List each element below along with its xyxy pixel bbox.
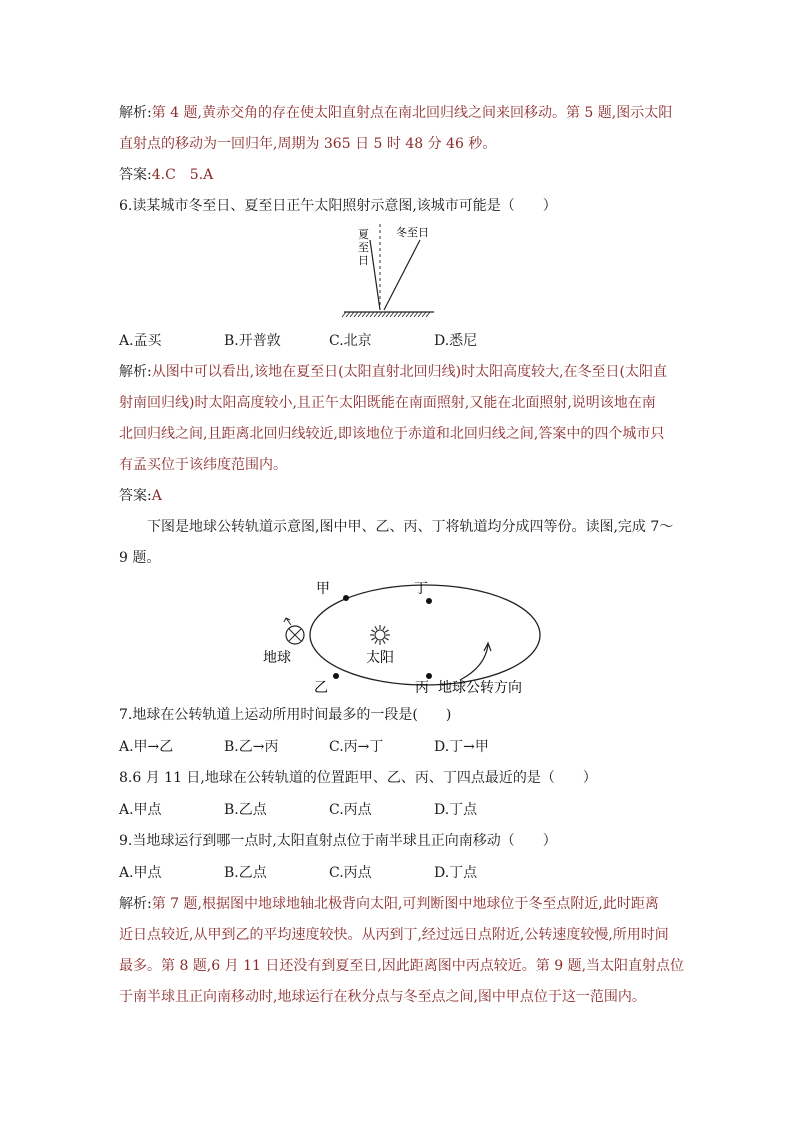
sun-label: 太阳 xyxy=(366,650,394,666)
explanation-4-5-line2: 直射点的移动为一回归年,周期为 365 日 5 时 48 分 46 秒。 xyxy=(119,136,497,152)
sun-icon xyxy=(370,625,390,645)
q7-9-explanation-line1: 解析:第 7 题,根据图中地球地轴北极背向太阳,可判断图中地球位于冬至点附近,此时距离 xyxy=(119,896,659,912)
intro-line1: 下图是地球公转轨道示意图,图中甲、乙、丙、丁将轨道均分成四等份。读图,完成 7～ xyxy=(147,519,674,535)
q8-option-c: C.丙点 xyxy=(329,802,372,818)
label-jia: 甲 xyxy=(316,581,330,597)
earth-icon xyxy=(284,618,304,644)
q8-option-a: A.甲点 xyxy=(119,802,162,818)
q6-explanation-line3: 北回归线之间,且距离北回归线较近,即该地位于赤道和北回归线之间,答案中的四个城市只 xyxy=(119,426,665,442)
question-7-stem: 7.地球在公转轨道上运动所用时间最多的一段是( ) xyxy=(119,707,452,723)
q9-option-b: B.乙点 xyxy=(224,865,267,881)
point-bing-dot xyxy=(426,673,432,679)
question-8-stem: 8.6 月 11 日,地球在公转轨道的位置距甲、乙、丙、丁四点最近的是（ ） xyxy=(119,770,597,786)
q6-option-a: A.孟买 xyxy=(119,333,162,349)
q7-option-b: B.乙→丙 xyxy=(224,739,279,755)
answer-text: 4.C 5.A xyxy=(151,167,214,183)
winter-label: 冬至日 xyxy=(396,226,429,239)
summer-label-char3: 日 xyxy=(358,254,369,267)
q6-option-d: D.悉尼 xyxy=(434,333,478,349)
q7-option-a: A.甲→乙 xyxy=(119,739,174,755)
answer-text: A xyxy=(151,488,162,504)
label-bing: 丙 xyxy=(415,680,429,696)
intro-line2: 9 题。 xyxy=(119,550,161,566)
q8-option-b: B.乙点 xyxy=(224,802,267,818)
winter-sun-ray xyxy=(384,240,420,310)
q7-option-d: D.丁→甲 xyxy=(434,739,489,755)
q6-answer xyxy=(119,486,162,506)
q6-explanation-line2: 射南回归线)时太阳高度较小,且正午太阳既能在南面照射,又能在北面照射,说明该地在南 xyxy=(119,395,656,411)
ground-hatching xyxy=(342,312,430,317)
answer-prefix: 答案: xyxy=(119,167,152,183)
q7-option-c: C.丙→丁 xyxy=(329,739,384,755)
q7-9-explanation-line3: 最多。第 8 题,6 月 11 日还没有到夏至日,因此距离图中丙点较近。第 9 题,当太阳直射点位 xyxy=(119,958,685,974)
q8-option-d: D.丁点 xyxy=(434,802,478,818)
question-6-stem: 6.读某城市冬至日、夏至日正午太阳照射示意图,该城市可能是（ ） xyxy=(119,198,557,214)
summer-label-char1: 夏 xyxy=(358,228,369,241)
label-ding: 丁 xyxy=(414,581,428,597)
answer-4-5 xyxy=(119,165,213,185)
q6-explanation-line4: 有孟买位于该纬度范围内。 xyxy=(119,457,287,473)
answer-prefix: 答案: xyxy=(119,488,152,504)
direction-label: 地球公转方向 xyxy=(438,680,522,696)
explanation-4-5-line1 xyxy=(119,103,672,123)
q9-option-d: D.丁点 xyxy=(434,865,478,881)
q6-explanation-line1: 解析:从图中可以看出,该地在夏至日(太阳直射北回归线)时太阳高度较大,在冬至日(太阳直 xyxy=(119,364,668,380)
explanation-text: 第 4 题,黄赤交角的存在使太阳直射点在南北回归线之间来回移动。第 5 题,图示太阳 xyxy=(151,105,673,121)
point-jia-dot xyxy=(343,595,349,601)
q7-9-explanation-line2: 近日点较近,从甲到乙的平均速度较快。从丙到丁,经过远日点附近,公转速度较慢,所用时间 xyxy=(119,927,669,943)
summer-sun-ray xyxy=(370,240,380,310)
earth-label: 地球 xyxy=(263,650,291,666)
point-ding-dot xyxy=(426,598,432,604)
point-yi-dot xyxy=(333,673,339,679)
q9-option-a: A.甲点 xyxy=(119,865,162,881)
explanation-prefix: 解析: xyxy=(119,896,152,912)
explanation-prefix: 解析: xyxy=(119,105,152,121)
sun-angle-diagram xyxy=(340,222,450,322)
q7-9-explanation-line4: 于南半球且正向南移动时,地球运行在秋分点与冬至点之间,图中甲点位于这一范围内。 xyxy=(119,989,646,1005)
earth-orbit-diagram xyxy=(255,575,545,700)
q9-option-c: C.丙点 xyxy=(329,865,372,881)
question-9-stem: 9.当地球运行到哪一点时,太阳直射点位于南半球且正向南移动（ ） xyxy=(119,833,557,849)
q6-option-b: B.开普敦 xyxy=(224,333,281,349)
explanation-prefix: 解析: xyxy=(119,364,152,380)
summer-label-char2: 至 xyxy=(358,241,369,254)
label-yi: 乙 xyxy=(314,680,328,696)
q6-option-c: C.北京 xyxy=(329,333,372,349)
